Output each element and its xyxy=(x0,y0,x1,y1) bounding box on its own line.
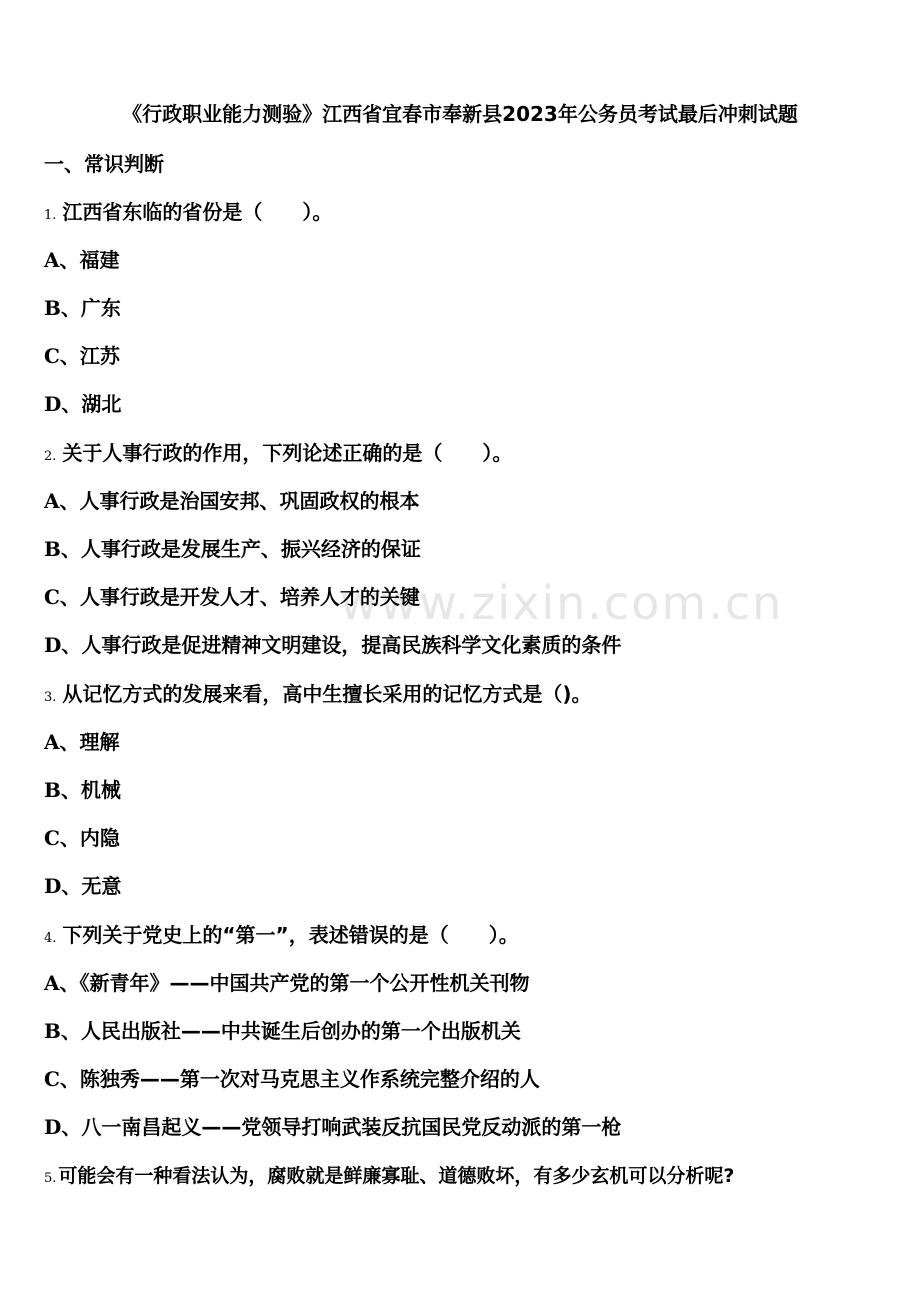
q4-option-c xyxy=(44,1066,540,1092)
option-letter: C xyxy=(44,344,60,368)
q3-option-b xyxy=(44,777,121,803)
option-letter: C xyxy=(44,1067,60,1091)
question-1 xyxy=(44,199,332,229)
option-letter: A xyxy=(44,730,60,754)
option-letter: B xyxy=(44,778,61,802)
question-5 xyxy=(44,1163,734,1192)
q3-option-d xyxy=(44,873,121,899)
section-heading: 一、常识判断 xyxy=(44,152,164,176)
q1-option-d xyxy=(44,391,121,417)
option-letter: D xyxy=(44,874,62,898)
option-text: 、福建 xyxy=(59,248,120,272)
option-letter: B xyxy=(44,537,61,561)
question-3 xyxy=(44,681,592,711)
question-text: 从记忆方式的发展来看，高中生擅长采用的记忆方式是（)。 xyxy=(62,682,592,706)
option-text: 、人事行政是开发人才、培养人才的关键 xyxy=(59,585,420,609)
question-text: 关于人事行政的作用，下列论述正确的是（ ）。 xyxy=(62,441,513,465)
q4-option-d xyxy=(44,1114,621,1140)
option-text: 、无意 xyxy=(61,874,122,898)
option-text: 、广东 xyxy=(60,296,121,320)
question-text: 江西省东临的省份是（ ）。 xyxy=(62,200,333,224)
option-text: 、八一南昌起义——党领导打响武装反抗国民党反动派的第一枪 xyxy=(61,1115,622,1139)
question-4 xyxy=(44,922,519,952)
option-letter: B xyxy=(44,296,61,320)
option-letter: B xyxy=(44,1019,61,1043)
question-number: 2. xyxy=(44,449,57,464)
watermark: www.zixin.com.cn xyxy=(340,576,784,630)
question-number: 1. xyxy=(44,208,57,223)
q3-option-a xyxy=(44,729,120,755)
q2-option-a xyxy=(44,488,420,514)
option-letter: A xyxy=(44,489,60,513)
option-text: 、人民出版社——中共诞生后创办的第一个出版机关 xyxy=(60,1019,521,1043)
option-letter: A xyxy=(44,971,60,995)
option-letter: D xyxy=(44,392,62,416)
q2-option-b xyxy=(44,536,421,562)
option-text: 、人事行政是发展生产、振兴经济的保证 xyxy=(60,537,421,561)
question-number: 3. xyxy=(44,690,57,705)
option-letter: C xyxy=(44,585,60,609)
option-text: 、陈独秀——第一次对马克思主义作系统完整介绍的人 xyxy=(59,1067,540,1091)
q4-option-b xyxy=(44,1018,521,1044)
q2-option-d xyxy=(44,632,621,658)
page-title: 《行政职业能力测验》江西省宜春市奉新县2023年公务员考试最后冲刺试题 xyxy=(122,102,798,126)
option-letter: D xyxy=(44,1115,62,1139)
q1-option-b xyxy=(44,295,121,321)
option-text: 、湖北 xyxy=(61,392,122,416)
option-text: 、《新青年》——中国共产党的第一个公开性机关刊物 xyxy=(59,971,530,995)
option-text: 、内隐 xyxy=(59,826,120,850)
question-number: 5. xyxy=(44,1171,57,1186)
question-text: 下列关于党史上的“第一”，表述错误的是（ ）。 xyxy=(62,923,519,947)
option-letter: C xyxy=(44,826,60,850)
q3-option-c xyxy=(44,825,120,851)
option-letter: D xyxy=(44,633,62,657)
question-number: 4. xyxy=(44,931,57,946)
option-text: 、机械 xyxy=(60,778,121,802)
q1-option-a xyxy=(44,247,120,273)
q4-option-a xyxy=(44,970,530,996)
question-2 xyxy=(44,440,512,470)
q2-option-c xyxy=(44,584,420,610)
q1-option-c xyxy=(44,343,120,369)
question-text: 可能会有一种看法认为，腐败就是鲜廉寡耻、道德败坏，有多少玄机可以分析呢? xyxy=(58,1165,735,1187)
option-text: 、江苏 xyxy=(59,344,120,368)
option-text: 、理解 xyxy=(59,730,120,754)
option-text: 、人事行政是促进精神文明建设，提高民族科学文化素质的条件 xyxy=(61,633,622,657)
option-text: 、人事行政是治国安邦、巩固政权的根本 xyxy=(59,489,420,513)
option-letter: A xyxy=(44,248,60,272)
